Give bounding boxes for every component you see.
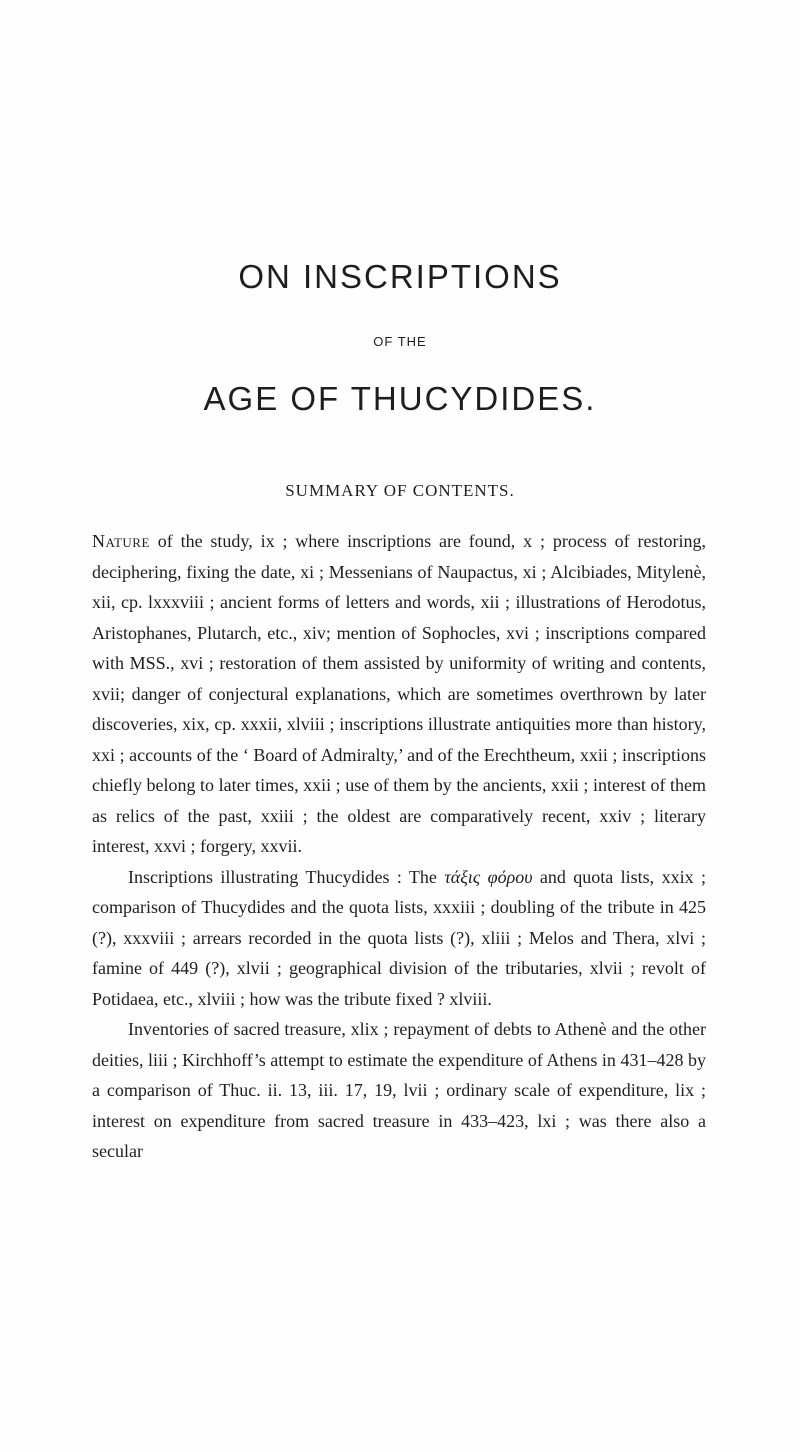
paragraph-text: Inventories of sacred treasure, xlix ; repayment of debts to Athenè and the other deities, liii ; Kirchhoff’s attempt to estimate the expenditure of Athens in 431–428 by a comparison of Thuc. ii. 13, iii. 17, 19, lvii ; ordinary scale of expenditure, lix ; interest on expenditure from sacred treasure in 433–423, lxi ; was there also a secular bbox=[92, 1019, 706, 1161]
title-line-of-the: OF THE bbox=[373, 334, 427, 349]
paragraph-thucydides bbox=[92, 862, 706, 1015]
title-line-age-of-thucydides: AGE OF THUCYDIDES. bbox=[203, 380, 597, 417]
paragraph-inventories bbox=[92, 1014, 706, 1167]
paragraph-nature bbox=[92, 526, 706, 862]
summary-heading: SUMMARY OF CONTENTS. bbox=[285, 481, 515, 500]
title-line-inscriptions: ON INSCRIPTIONS bbox=[238, 258, 562, 295]
paragraph-text-after: and quota lists, xxix ; comparison of Thucydides and the quota lists, xxxiii ; doubling of the tribute in 425 (?), xxxviii ; arrears recorded in the quota lists (?), xliii ; Melos and Thera, xlvi ; famine of 449 (?), xlvii ; geographical division of the tributaries, xlvii ; revolt of Potidaea, etc., xlviii ; how was the tribute fixed ? xlviii. bbox=[92, 866, 706, 1009]
paragraph-text-before: Inscriptions illustrating Thucydides : The bbox=[128, 866, 445, 887]
greek-phrase: τάξις φόρου bbox=[444, 866, 533, 887]
paragraph-lead-word: Nature bbox=[92, 531, 150, 551]
summary-body bbox=[92, 526, 706, 1167]
paragraph-text: of the study, ix ; where inscriptions are found, x ; process of restoring, deciphering, fixing the date, xi ; Messenians of Naupactus, xi ; Alcibiades, Mitylenè, xii, cp. lxxxviii ; ancient forms of letters and words, xii ; illustrations of Herodotus, Aristophanes, Plutarch, etc., xiv; mention of Sophocles, xvi ; inscriptions compared with MSS., xvi ; restoration of them assisted by uniformity of writing and contents, xvii; danger of conjectural explanations, which are sometimes overthrown by later discoveries, xix, cp. xxxii, xlviii ; inscriptions illustrate antiquities more than history, xxi ; accounts of the ‘ Board of Admiralty,’ and of the Erechtheum, xxii ; inscriptions chiefly belong to later times, xxii ; use of them by the ancients, xxii ; interest of them as relics of the past, xxiii ; the oldest are comparatively recent, xxiv ; literary interest, xxvi ; forgery, xxvii. bbox=[92, 531, 706, 856]
